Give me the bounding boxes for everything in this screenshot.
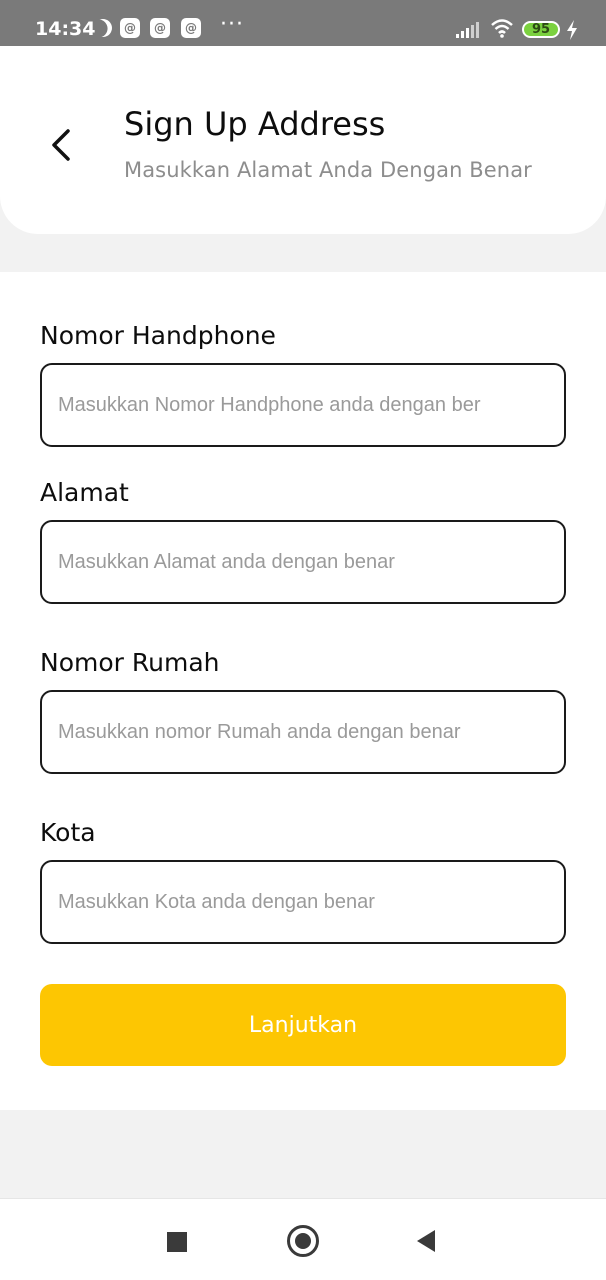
battery-icon: 95: [522, 21, 560, 38]
page-subtitle: Masukkan Alamat Anda Dengan Benar: [124, 158, 532, 182]
address-label: Alamat: [40, 478, 129, 507]
house-number-input[interactable]: [40, 690, 566, 774]
phone-input[interactable]: [40, 363, 566, 447]
status-time: 14:34: [35, 18, 96, 40]
continue-button[interactable]: Lanjutkan: [40, 984, 566, 1066]
phone-label: Nomor Handphone: [40, 321, 276, 350]
more-notifications-icon: ···: [220, 12, 244, 37]
charging-icon: [566, 20, 578, 40]
city-label: Kota: [40, 818, 96, 847]
house-number-label: Nomor Rumah: [40, 648, 220, 677]
address-input[interactable]: [40, 520, 566, 604]
signal-icon: [456, 22, 482, 38]
notification-icon: @: [120, 18, 140, 38]
city-input[interactable]: [40, 860, 566, 944]
notification-icon: @: [181, 18, 201, 38]
back-button[interactable]: [46, 120, 78, 170]
recents-button[interactable]: [167, 1232, 187, 1252]
home-button[interactable]: [287, 1225, 319, 1257]
page-title: Sign Up Address: [124, 105, 386, 143]
nav-back-button[interactable]: [415, 1229, 437, 1253]
navigation-bar: [0, 1198, 606, 1280]
wifi-icon: [490, 18, 514, 38]
notification-icon: @: [150, 18, 170, 38]
status-bar: [0, 0, 606, 46]
